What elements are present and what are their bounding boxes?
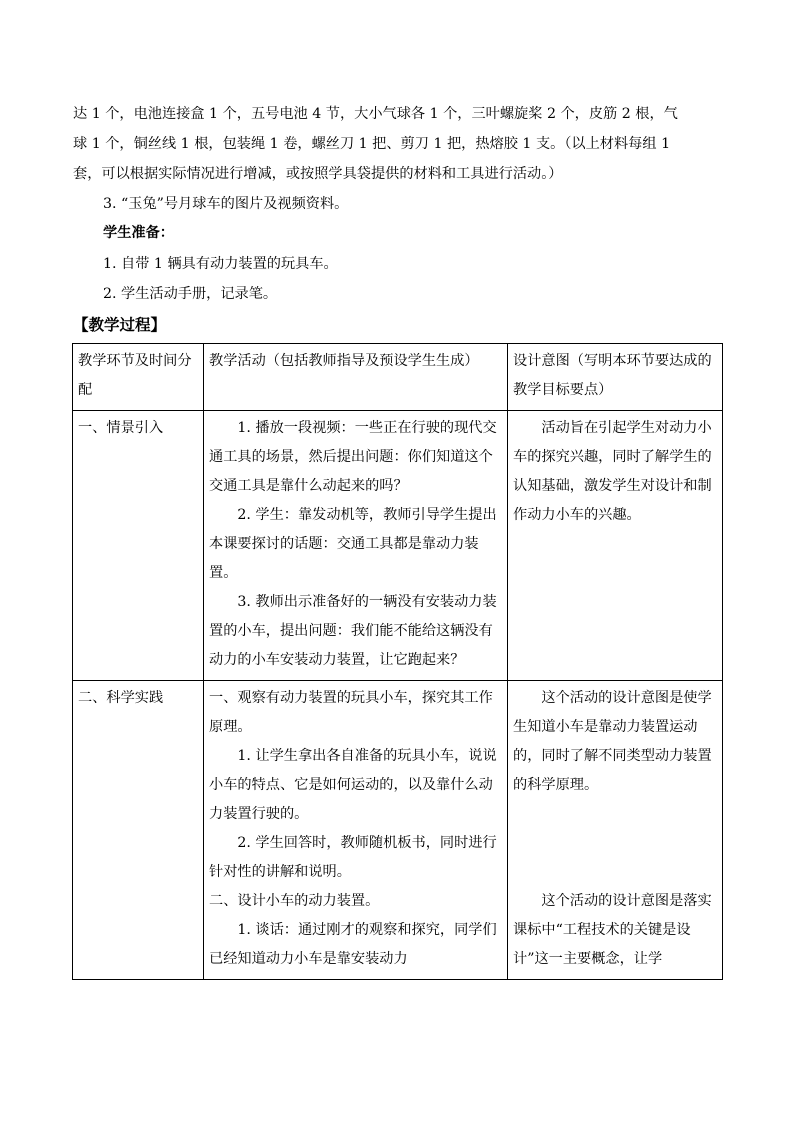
table-header-row bbox=[73, 344, 723, 411]
intent-spacer bbox=[513, 800, 717, 887]
stage-cell: 一、情景引入 bbox=[73, 411, 204, 681]
materials-line-1: 达 1 个，电池连接盒 1 个，五号电池 4 节，大小气球各 1 个，三叶螺旋桨 2 个，皮筋 2 根，气 bbox=[73, 106, 678, 122]
intent-paragraph: 这个活动的设计意图是使学生知道小车是靠动力装置运动的，同时了解不同类型动力装置的科学原理。 bbox=[513, 690, 712, 793]
activity-subheading: 二、设计小车的动力装置。 bbox=[209, 893, 380, 909]
activity-paragraph: 1. 让学生拿出各自准备的玩具小车，说说小车的特点、它是如何运动的，以及靠什么动力装置行驶的。 bbox=[209, 748, 497, 822]
activity-subheading: 一、观察有动力装置的玩具小车，探究其工作原理。 bbox=[209, 690, 493, 735]
teaching-process-heading: 【教学过程】 bbox=[73, 315, 167, 334]
materials-item-3: 3. “玉兔”号月球车的图片及视频资料。 bbox=[103, 196, 349, 212]
intent-paragraph: 活动旨在引起学生对动力小车的探究兴趣，同时了解学生的认知基础，激发学生对设计和制作动力小车的兴趣。 bbox=[513, 420, 712, 523]
header-stage: 教学环节及时间分配 bbox=[73, 344, 204, 411]
table-row bbox=[73, 681, 723, 980]
intent-cell bbox=[508, 681, 723, 980]
student-prep-heading: 学生准备： bbox=[103, 225, 174, 241]
activity-cell bbox=[204, 411, 508, 681]
student-prep-item-1: 1. 自带 1 辆具有动力装置的玩具车。 bbox=[103, 256, 338, 272]
intent-paragraph: 这个活动的设计意图是落实课标中“工程技术的关键是设计”这一主要概念，让学 bbox=[513, 893, 712, 967]
stage-cell: 二、科学实践 bbox=[73, 681, 204, 980]
intent-cell bbox=[508, 411, 723, 681]
materials-line-3: 套，可以根据实际情况进行增减，或按照学具袋提供的材料和工具进行活动。） bbox=[73, 166, 563, 182]
materials-line-2: 球 1 个，铜丝线 1 根，包装绳 1 卷，螺丝刀 1 把、剪刀 1 把，热熔胶 1 支。（以上材料每组 1 bbox=[73, 136, 671, 152]
table-row bbox=[73, 411, 723, 681]
teaching-process-table bbox=[72, 343, 723, 980]
activity-paragraph: 1. 播放一段视频：一些正在行驶的现代交通工具的场景，然后提出问题：你们知道这个交通工具是靠什么动起来的吗？ bbox=[209, 420, 497, 494]
header-activity: 教学活动（包括教师指导及预设学生生成） bbox=[204, 344, 508, 411]
activity-paragraph: 2. 学生：靠发动机等，教师引导学生提出本课要探讨的话题：交通工具都是靠动力装置。 bbox=[209, 507, 497, 581]
student-prep-item-2: 2. 学生活动手册，记录笔。 bbox=[103, 286, 278, 302]
activity-paragraph: 3. 教师出示准备好的一辆没有安装动力装置的小车，提出问题：我们能不能给这辆没有动力的小车安装动力装置，让它跑起来？ bbox=[209, 594, 497, 668]
activity-cell bbox=[204, 681, 508, 980]
activity-paragraph: 1. 谈话：通过刚才的观察和探究，同学们已经知道动力小车是靠安装动力 bbox=[209, 922, 497, 967]
activity-paragraph: 2. 学生回答时，教师随机板书，同时进行针对性的讲解和说明。 bbox=[209, 835, 497, 880]
header-intent: 设计意图（写明本环节要达成的教学目标要点） bbox=[508, 344, 723, 411]
